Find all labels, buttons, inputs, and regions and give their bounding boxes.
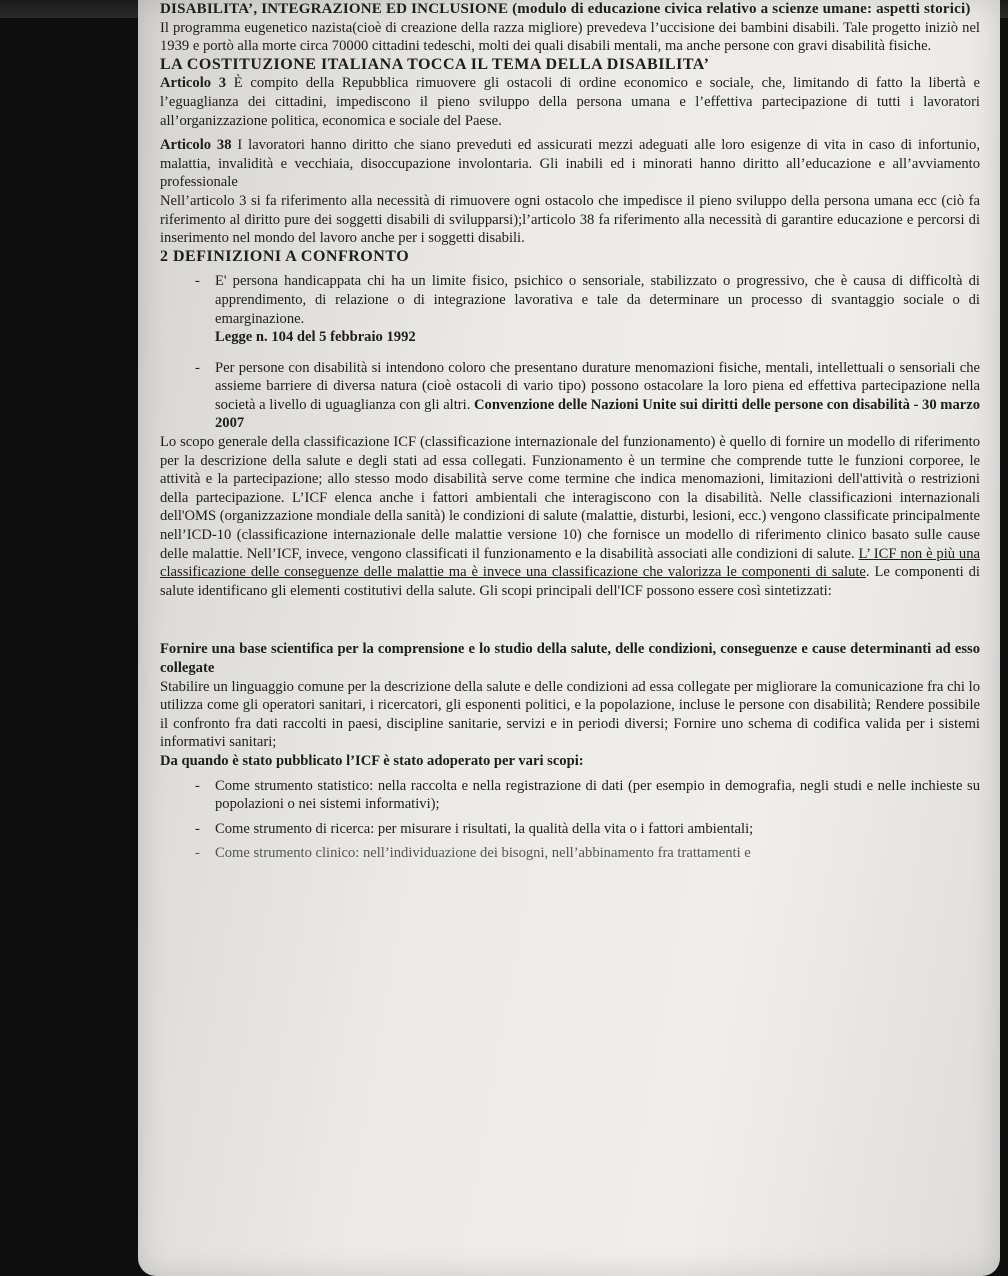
bullet-dash: - bbox=[195, 845, 200, 862]
goal-heading: Fornire una base scientifica per la comprensione e lo studio della salute, delle condizioni, conseguenze e cause determinanti ad esso collegate bbox=[160, 641, 980, 676]
paragraph-eugenics: Il programma eugenetico nazista(cioè di creazione della razza migliore) prevedeva l’uccisione dei bambini disabili. Tale progetto iniziò nel 1939 e portò alla morte circa 70000 cittadini tedeschi, molti dei quali disabili mentali, ma anche persone con gravi disabilità fisiche. bbox=[160, 19, 980, 55]
paragraph-article-reference: Nell’articolo 3 si fa riferimento alla necessità di rimuovere ogni ostacolo che impedisce il pieno sviluppo della persona umana ecc (ciò fa riferimento al diritto pure dei soggetti disabili di svilupparsi);l’articolo 38 fa riferimento alla necessità di garantire educazione e percorsi di inserimento nel mondo del lavoro anche per i soggetti disabili. bbox=[160, 192, 980, 247]
paragraph-article-3 bbox=[160, 74, 980, 130]
use-item-2-text: Come strumento di ricerca: per misurare i risultati, la qualità della vita o i fattori ambientali; bbox=[215, 820, 754, 837]
definition-2-source: Convenzione delle Nazioni Unite sui diritti delle persone con disabilità - 30 marzo 2007 bbox=[215, 396, 980, 432]
article-38-label: Articolo 38 bbox=[160, 137, 232, 154]
definition-2-text: Per persone con disabilità si intendono coloro che presentano durature menomazioni fisiche, mentali, intellettuali o sensoriali che assieme barriere di diversa natura (cioè ostacoli di vario tipo) possono ostacolare la loro piena ed effettiva partecipazione nella società a livello di uguaglianza con gli altri. bbox=[215, 359, 980, 413]
use-item-1 bbox=[160, 777, 980, 814]
bullet-dash: - bbox=[195, 273, 200, 290]
document-content bbox=[160, 0, 980, 863]
definition-1-source: Legge n. 104 del 5 febbraio 1992 bbox=[215, 329, 416, 346]
article-3-text: È compito della Repubblica rimuovere gli ostacoli di ordine economico e sociale, che, limitando di fatto la libertà e l’eguaglianza dei cittadini, impediscono il pieno sviluppo della persona umana e l’effettiva partecipazione di tutti i lavoratori all’organizzazione politica, economica e sociale del Paese. bbox=[160, 75, 980, 129]
document-page bbox=[138, 0, 1000, 1276]
use-item-3-text: Come strumento clinico: nell’individuazione dei bisogni, nell’abbinamento fra trattamenti e bbox=[215, 845, 751, 862]
paragraph-article-38 bbox=[160, 136, 980, 192]
bullet-dash: - bbox=[195, 777, 200, 794]
article-38-text: I lavoratori hanno diritto che siano preveduti ed assicurati mezzi adeguati alle loro esigenze di vita in caso di infortunio, malattia, invalidità e vecchiaia, disoccupazione involontaria. Gli inabili ed i minorati hanno diritto all’educazione e all’avviamento professionale bbox=[160, 137, 980, 191]
use-heading: Da quando è stato pubblicato l’ICF è stato adoperato per vari scopi: bbox=[160, 752, 584, 769]
icf-text-b: . Le componenti di salute identificano gli elementi costitutivi della salute. Gli scopi principali dell'ICF possono essere così sintetizzati: bbox=[160, 564, 980, 599]
bullet-dash: - bbox=[195, 820, 200, 837]
definition-1-text: E' persona handicappata chi ha un limite fisico, psichico o sensoriale, stabilizzato o progressivo, che è causa di difficoltà di apprendimento, di relazione o di integrazione lavorativa e tale da determinare un processo di svantaggio sociale o di emarginazione. bbox=[215, 273, 980, 327]
heading-constitution: LA COSTITUZIONE ITALIANA TOCCA IL TEMA DELLA DISABILITA’ bbox=[160, 55, 710, 73]
use-item-3 bbox=[160, 844, 980, 863]
icf-underlined-text: L’ ICF non è più una classificazione delle conseguenze delle malattie ma è invece una classificazione che valorizza le componenti di salute bbox=[160, 545, 981, 581]
goal-text: Stabilire un linguaggio comune per la descrizione della salute e delle condizioni ad essa collegate per migliorare la comunicazione fra chi lo utilizza come gli operatori sanitari, i ricercatori, gli esponenti politici, e la popolazione, incluse le persone con disabilità; Rendere possibile il confronto fra dati raccolti in paesi, discipline sanitarie, servizi e in periodi diversi; Fornire uno schema di codifica valida per i sistemi informativi sanitari; bbox=[160, 678, 980, 751]
heading-definitions: 2 DEFINIZIONI A CONFRONTO bbox=[160, 247, 410, 265]
definition-1 bbox=[160, 272, 980, 346]
definition-2 bbox=[160, 359, 980, 433]
use-item-1-text: Come strumento statistico: nella raccolta e nella registrazione di dati (per esempio in demografia, negli studi e nelle inchieste su popolazioni o nei sistemi informativi); bbox=[215, 777, 980, 813]
bullet-dash: - bbox=[195, 359, 200, 376]
document-title: DISABILITA’, INTEGRAZIONE ED INCLUSIONE (modulo di educazione civica relativo a scienze umane: aspetti storici) bbox=[160, 1, 971, 17]
icf-text-a: Lo scopo generale della classificazione ICF (classificazione internazionale del funzionamento) è quello di fornire un modello di riferimento per la descrizione della salute e degli stati ad essa collegati. Funzionamento è un termine che comprende tutte le funzioni corporee, le attività e la partecipazione; allo stesso modo disabilità serve come termine che indica menomazioni, limitazioni dell'attività o restrizioni della partecipazione. L’ICF elenca anche i fattori ambientali che interagiscono con la disabilità. Nelle classificazioni internazionali dell'OMS (organizzazione mondiale della sanità) le condizioni di salute (malattie, disturbi, lesioni, ecc.) vengono classificate principalmente nell’ICD-10 (classificazione internazionale delle malattie versione 10) che fornisce un modello di riferimento clinico basato sulle cause delle malattie. Nell’ICF, invece, vengono classificati il funzionamento e la disabilità associati alle condizioni di salute. bbox=[160, 434, 980, 562]
paragraph-icf bbox=[160, 433, 980, 600]
article-3-label: Articolo 3 bbox=[160, 75, 227, 92]
use-item-2 bbox=[160, 820, 980, 839]
